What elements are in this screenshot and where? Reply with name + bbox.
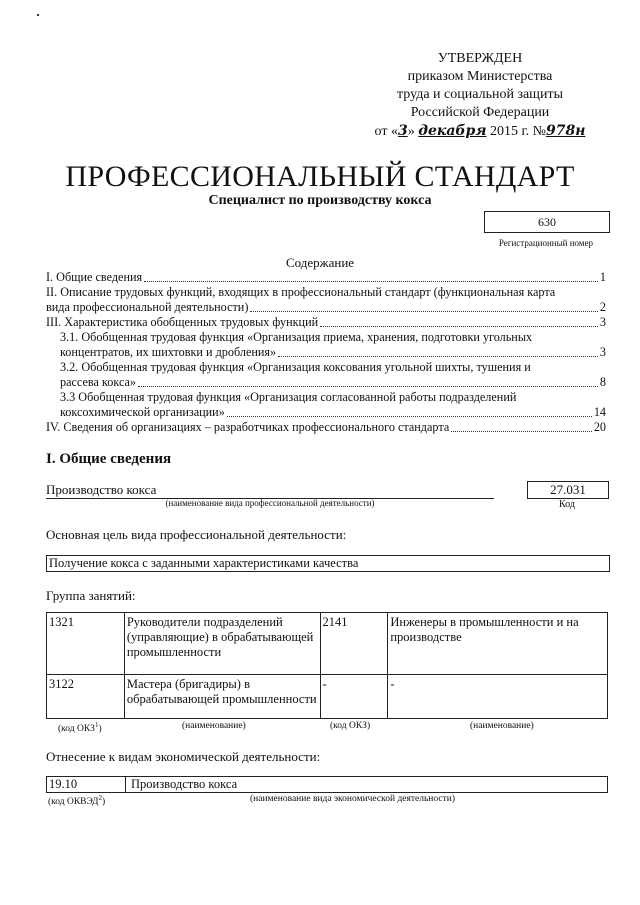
toc-item[interactable] [46, 285, 606, 315]
toc-item-text: IV. Сведения об организациях – разработчиках профессионального стандарта [46, 420, 450, 434]
registration-number-box: 630 [484, 211, 610, 233]
toc-item-page: 20 [593, 420, 606, 434]
okz-name-caption-2: (наименование) [470, 721, 534, 731]
toc-heading: Содержание [285, 255, 355, 270]
toc-leader [227, 416, 592, 417]
document-subtitle: Специалист по производству кокса [208, 193, 432, 208]
okved-divider [125, 777, 126, 792]
toc-item-text: I. Общие сведения [46, 270, 143, 284]
date-prefix: от « [374, 124, 398, 139]
toc-item-text: 3.1. Обобщенная трудовая функция «Организация приема, хранения, подготовки угольных [60, 330, 533, 344]
table-row [47, 613, 608, 675]
toc-item-text: 3.2. Обобщенная трудовая функция «Организация коксования угольной шихты, тушения и [60, 360, 531, 374]
okved-name: Производство кокса [131, 777, 238, 791]
toc-item[interactable] [46, 270, 606, 285]
approval-line-2: приказом Министерства [407, 69, 553, 84]
okved-code: 19.10 [49, 777, 78, 791]
toc-item[interactable] [46, 390, 606, 420]
okz-name-cell: Руководители подразделений (управляющие) в обрабатывающей промышленности [124, 613, 320, 675]
toc-item-page: 1 [599, 270, 606, 284]
caption-text: (код ОКВЭД [48, 797, 99, 808]
date-month: декабря [418, 123, 487, 139]
occupation-group-table [46, 612, 608, 719]
okz-code-cell: 3122 [47, 675, 125, 719]
toc-item-text: 3.3 Обобщенная трудовая функция «Организация согласованной работы подразделений [60, 390, 517, 404]
order-number: 978н [546, 123, 586, 139]
toc-item-text-cont: рассева кокса» [60, 375, 137, 389]
toc-item-text: II. Описание трудовых функций, входящих в профессиональный стандарт (функциональная карта [46, 285, 556, 299]
toc-leader [250, 311, 598, 312]
scan-dot [37, 14, 39, 16]
toc-item-text-cont: вида профессиональной деятельности) [46, 300, 249, 314]
okved-code-caption [48, 794, 105, 807]
approval-block [360, 50, 600, 141]
group-label: Группа занятий: [46, 588, 136, 603]
activity-name-field: Производство кокса [46, 482, 494, 499]
approval-line-1: УТВЕРЖДЕН [437, 51, 523, 66]
approval-date-line [360, 122, 600, 141]
toc-leader [138, 386, 598, 387]
toc-item-page: 2 [599, 300, 606, 314]
activity-name-caption: (наименование вида профессиональной деятельности) [165, 498, 375, 508]
date-year: 2015 г. № [489, 124, 546, 139]
footnote-mark: 1 [94, 721, 99, 729]
toc-item-page: 3 [599, 345, 606, 359]
approval-line-4: Российской Федерации [410, 105, 550, 120]
okz-name-cell: - [388, 675, 608, 719]
okz-code-cell: 1321 [47, 613, 125, 675]
okz-name-cell: Инженеры в промышленности и на производстве [388, 613, 608, 675]
toc-item[interactable] [46, 315, 606, 330]
toc-item[interactable] [46, 330, 606, 360]
okz-code-caption [58, 721, 102, 734]
date-day: 3 [397, 123, 408, 139]
goal-box: Получение кокса с заданными характеристиками качества [46, 555, 610, 572]
date-quote-close: » [407, 124, 415, 139]
registration-caption: Регистрационный номер [498, 238, 594, 248]
toc-item-text: III. Характеристика обобщенных трудовых функций [46, 315, 319, 329]
okved-box [46, 776, 608, 793]
toc-item[interactable] [46, 360, 606, 390]
toc-leader [451, 431, 592, 432]
okz-name-caption: (наименование) [182, 721, 246, 731]
okved-name-caption: (наименование вида экономической деятельности) [250, 794, 455, 804]
okved-label: Отнесение к видам экономической деятельности: [46, 749, 321, 764]
okz-name-cell: Мастера (бригадиры) в обрабатывающей промышленности [124, 675, 320, 719]
approval-line-3: труда и социальной защиты [397, 87, 563, 102]
caption-text: ) [98, 724, 102, 735]
activity-code-box: 27.031 [527, 481, 609, 499]
caption-text: (код ОКЗ [58, 724, 95, 735]
document-title: ПРОФЕССИОНАЛЬНЫЙ СТАНДАРТ [65, 160, 575, 193]
toc-item-page: 14 [593, 405, 606, 419]
table-of-contents [46, 270, 606, 435]
okz-code-cell: - [320, 675, 388, 719]
toc-leader [278, 356, 598, 357]
toc-item[interactable] [46, 420, 606, 435]
toc-item-text-cont: концентратов, их шихтовки и дробления» [60, 345, 277, 359]
toc-leader [320, 326, 598, 327]
caption-text: ) [101, 797, 106, 808]
toc-leader [144, 281, 598, 282]
okz-code-cell: 2141 [320, 613, 388, 675]
activity-code-caption: Код [559, 499, 575, 510]
goal-label: Основная цель вида профессиональной деятельности: [46, 527, 347, 542]
toc-item-text-cont: коксохимической организации» [60, 405, 225, 419]
toc-item-page: 3 [599, 315, 606, 329]
section-heading: I. Общие сведения [46, 451, 172, 467]
toc-item-page: 8 [599, 375, 606, 389]
footnote-mark: 2 [98, 794, 102, 802]
okz-code-caption-2: (код ОКЗ) [330, 721, 371, 731]
table-row [47, 675, 608, 719]
